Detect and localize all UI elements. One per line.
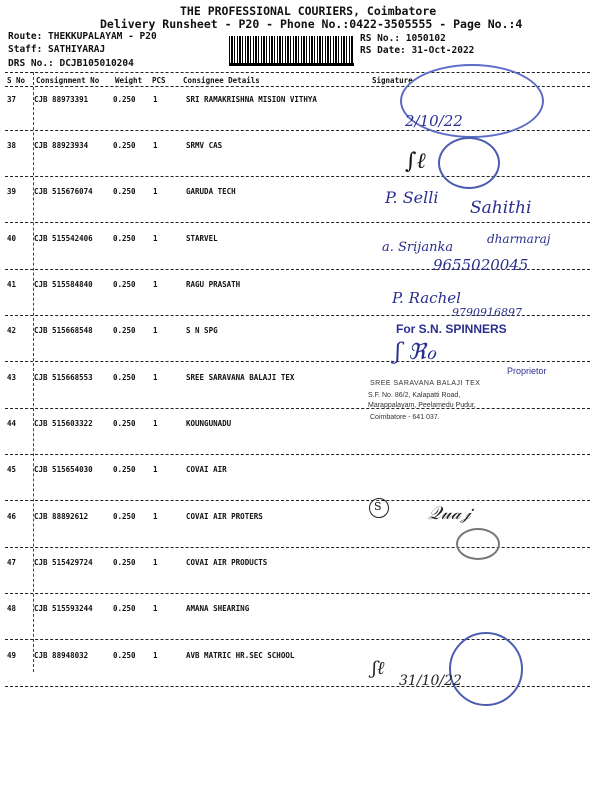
row-pcs: 1 [153,187,158,196]
row-sno: 43 [7,373,17,382]
row-consignment: CJB 88973391 [34,95,89,104]
col-consignment: Consignment No [36,76,100,85]
row-pcs: 1 [153,419,158,428]
row-consignee: COVAI AIR PROTERS [186,512,263,521]
row-sno: 46 [7,512,17,521]
row-consignment: CJB 515603322 [34,419,93,428]
drs-number: DRS No.: DCJB105010204 [8,58,134,69]
row-consignee: S N SPG [186,326,218,335]
row-pcs: 1 [153,465,158,474]
saravana-stamp-line3: Marappalayam, Peelamedu Pudur, [368,402,476,409]
barcode-base [229,63,354,66]
row-sno: 40 [7,234,17,243]
proprietor-stamp: Proprietor [507,366,547,376]
row-separator [5,222,590,223]
route-label: Route: THEKKUPALAYAM - P20 [8,31,157,42]
sn-spinners-stamp: For S.N. SPINNERS [396,322,507,336]
row-consignee: AVB MATRIC HR.SEC SCHOOL [186,651,295,660]
company-title: THE PROFESSIONAL COURIERS, Coimbatore [180,4,437,18]
round-stamp-46 [456,528,500,560]
school-seal-stamp [449,632,523,706]
row-pcs: 1 [153,326,158,335]
col-weight: Weight [115,76,143,85]
col-sno: S No [7,76,26,85]
row-weight: 0.250 [113,234,136,243]
row-separator [5,547,590,548]
signature-40-a: a. Srijanka [382,240,454,255]
saravana-stamp-line2: S.F. No. 86/2, Kalapatti Road, [368,392,461,399]
row-pcs: 1 [153,141,158,150]
row-pcs: 1 [153,234,158,243]
row-separator [5,361,590,362]
phone-41: 9790916897 [452,306,522,319]
row-separator [5,454,590,455]
signature-39-a: P. Selli [385,188,439,207]
row-consignee: SRI RAMAKRISHNA MISION VITHYA [186,95,317,104]
row-weight: 0.250 [113,558,136,567]
row-separator [5,176,590,177]
row-consignment: CJB 515654030 [34,465,93,474]
row-consignee: STARVEL [186,234,218,243]
row-consignee: COVAI AIR PRODUCTS [186,558,268,567]
row-consignment: CJB 515593244 [34,604,93,613]
row-weight: 0.250 [113,651,136,660]
column-divider [33,72,34,672]
signature-38-scribble: ∫ℓ [405,149,426,174]
row-consignment: CJB 515676074 [34,187,93,196]
row-weight: 0.250 [113,512,136,521]
row-consignment: CJB 88948032 [34,651,89,660]
row-consignee: GARUDA TECH [186,187,236,196]
row-weight: 0.250 [113,95,136,104]
row-consignment: CJB 515429724 [34,558,93,567]
row-consignment: CJB 515668553 [34,373,93,382]
row-consignee: SREE SARAVANA BALAJI TEX [186,373,295,382]
rs-date: RS Date: 31-Oct-2022 [360,45,475,56]
row-pcs: 1 [153,373,158,382]
rs-number: RS No.: 1050102 [360,33,446,44]
signature-39-b: Sahithi [470,198,532,218]
row-weight: 0.250 [113,141,136,150]
row-consignment: CJB 515668548 [34,326,93,335]
row-consignee: RAGU PRASATH [186,280,241,289]
signature-40-b: dharmaraj [487,232,551,246]
row-sno: 48 [7,604,17,613]
col-signature: Signature [372,76,413,85]
row-weight: 0.250 [113,373,136,382]
handwritten-date-49: 31/10/22 [399,673,462,689]
row-weight: 0.250 [113,604,136,613]
row-weight: 0.250 [113,419,136,428]
row-sno: 47 [7,558,17,567]
signature-41: P. Rachel [392,289,461,307]
row-sno: 39 [7,187,17,196]
cas-seal-stamp [438,137,500,189]
row-separator [5,408,590,409]
row-pcs: 1 [153,512,158,521]
row-pcs: 1 [153,280,158,289]
row-pcs: 1 [153,558,158,567]
row-consignee: COVAI AIR [186,465,227,474]
row-consignment: CJB 88923934 [34,141,89,150]
row-pcs: 1 [153,95,158,104]
row-weight: 0.250 [113,326,136,335]
row-consignee: SRMV CAS [186,141,223,150]
saravana-stamp-line4: Coimbatore - 641 037. [370,414,440,421]
signature-42-scribble: ʃ ℜℴ [395,340,437,365]
col-pcs: PCS [152,76,166,85]
row-separator [5,593,590,594]
row-weight: 0.250 [113,465,136,474]
row-sno: 44 [7,419,17,428]
col-consignee: Consignee Details [183,76,260,85]
runsheet-subtitle: Delivery Runsheet - P20 - Phone No.:0422-3505555 - Page No.:4 [100,17,523,31]
row-pcs: 1 [153,651,158,660]
staff-label: Staff: SATHIYARAJ [8,44,106,55]
row-sno: 38 [7,141,17,150]
phone-40: 9655020045 [433,256,529,274]
row-consignment: CJB 515584840 [34,280,93,289]
row-weight: 0.250 [113,280,136,289]
row-weight: 0.250 [113,187,136,196]
row-separator [5,500,590,501]
row-sno: 45 [7,465,17,474]
signature-46-scribble: 𝒬𝓊𝒶𝒿 [428,503,471,524]
handwritten-date-37: 2/10/22 [405,112,463,130]
circled-s-letter: S [374,500,382,513]
row-sno: 49 [7,651,17,660]
row-consignee: KOUNGUNADU [186,419,232,428]
signature-49-scribble: ʃℓ [372,658,385,679]
row-sno: 42 [7,326,17,335]
row-consignment: CJB 515542406 [34,234,93,243]
row-sno: 37 [7,95,17,104]
row-consignment: CJB 88892612 [34,512,89,521]
row-sno: 41 [7,280,17,289]
barcode [229,36,354,64]
saravana-stamp-line1: SREE SARAVANA BALAJI TEX [370,380,481,387]
row-pcs: 1 [153,604,158,613]
row-consignee: AMANA SHEARING [186,604,250,613]
